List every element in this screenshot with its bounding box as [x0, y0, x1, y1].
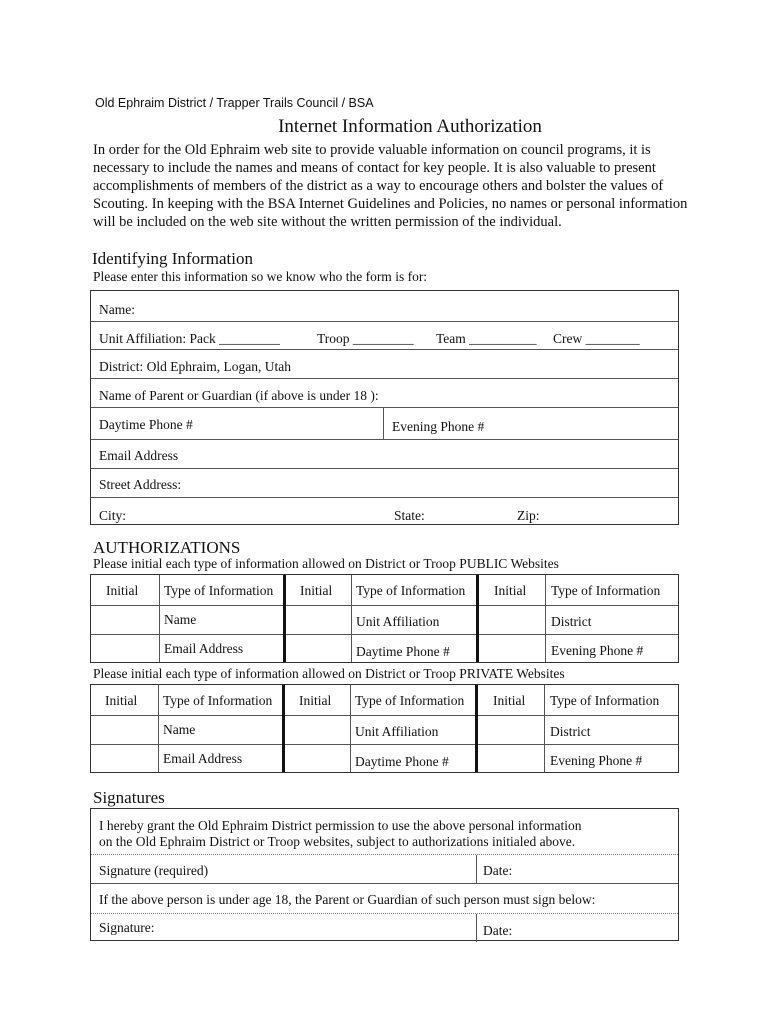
team-label: Team __________ [436, 331, 537, 346]
private-district-item: District [550, 724, 591, 739]
signatures-heading: Signatures [93, 788, 165, 807]
name-label: Name: [99, 302, 135, 317]
public-auth-table [90, 574, 679, 663]
identifying-heading: Identifying Information [92, 249, 253, 268]
form-title: Internet Information Authorization [278, 116, 542, 137]
date-label-1: Date: [483, 863, 513, 878]
private-initial-email[interactable] [92, 745, 157, 773]
intro-paragraph: In order for the Old Ephraim web site to provide valuable information on council programs, it is necessary to include the names and means of contact for key people. It is also valuable to present accomplishments of members of the district as a way to encourage others and bolster the values of Scouting. In keeping with the BSA Internet Guidelines and Policies, no names or personal information will be included on the web site without the written permission of the individual. [93, 142, 688, 230]
email-label: Email Address [99, 448, 179, 463]
public-district-item: District [551, 614, 592, 629]
public-initial-email[interactable] [92, 635, 158, 663]
private-initial-name[interactable] [92, 716, 157, 744]
parent-signature-label: Signature: [99, 920, 155, 935]
public-email-item: Email Address [164, 641, 244, 656]
crew-label: Crew ________ [553, 331, 640, 346]
email-row[interactable] [91, 439, 678, 468]
identifying-table [90, 290, 679, 525]
street-label: Street Address: [99, 477, 182, 492]
private-row-2 [91, 744, 678, 774]
public-row-2 [91, 634, 678, 664]
public-initial-header-3: Initial [494, 583, 527, 598]
private-initial-daytime[interactable] [285, 745, 349, 773]
minor-note-row [91, 883, 678, 913]
phone-row[interactable] [91, 407, 678, 439]
signature-row-2 [91, 913, 678, 942]
troop-label: Troop _________ [317, 331, 414, 346]
grant-line-2: on the Old Ephraim District or Troop websites, subject to authorizations initialed above. [99, 834, 576, 849]
private-initial-unit[interactable] [285, 716, 349, 744]
district-label: District: Old Ephraim, Logan, Utah [99, 359, 291, 374]
city-label: City: [99, 508, 127, 523]
public-initial-header-2: Initial [300, 583, 333, 598]
council-header: Old Ephraim District / Trapper Trails Council / BSA [95, 96, 374, 110]
unit-affiliation-label: Unit Affiliation: Pack _________ [99, 331, 280, 346]
private-evening-item: Evening Phone # [550, 753, 643, 768]
public-initial-evening[interactable] [479, 635, 544, 663]
public-daytime-item: Daytime Phone # [356, 644, 450, 659]
public-type-header-2: Type of Information [356, 583, 466, 598]
city-row[interactable] [91, 497, 678, 526]
public-initial-district[interactable] [479, 606, 544, 634]
public-type-header-1: Type of Information [164, 583, 274, 598]
private-initial-district[interactable] [478, 716, 543, 744]
private-initial-header-3: Initial [493, 693, 526, 708]
name-row[interactable] [91, 291, 678, 321]
private-daytime-item: Daytime Phone # [355, 754, 449, 769]
evening-phone-label: Evening Phone # [392, 419, 485, 434]
authorizations-heading: AUTHORIZATIONS [93, 538, 241, 557]
public-instruction: Please initial each type of information allowed on District or Troop PUBLIC Websites [93, 556, 559, 571]
public-type-header-3: Type of Information [551, 583, 661, 598]
identifying-instruction: Please enter this information so we know who the form is for: [93, 269, 428, 284]
public-initial-header-1: Initial [106, 583, 139, 598]
private-initial-header-2: Initial [299, 693, 332, 708]
private-type-header-2: Type of Information [355, 693, 465, 708]
unit-row[interactable] [91, 321, 678, 349]
public-initial-daytime[interactable] [286, 635, 350, 663]
grant-statement [99, 818, 669, 850]
signatures-table [90, 808, 679, 941]
signature-required-label: Signature (required) [99, 863, 209, 878]
street-row[interactable] [91, 468, 678, 497]
zip-label: Zip: [517, 508, 540, 523]
public-evening-item: Evening Phone # [551, 643, 644, 658]
private-type-header-1: Type of Information [163, 693, 273, 708]
private-auth-table [90, 684, 679, 773]
public-header-row [91, 575, 678, 605]
parent-label: Name of Parent or Guardian (if above is under 18 ): [99, 388, 379, 403]
minor-note: If the above person is under age 18, the Parent or Guardian of such person must sign below: [99, 892, 596, 907]
private-initial-header-1: Initial [105, 693, 138, 708]
private-type-header-3: Type of Information [550, 693, 660, 708]
private-initial-evening[interactable] [478, 745, 543, 773]
private-header-row [91, 685, 678, 715]
public-name-item: Name [164, 612, 197, 627]
public-unit-item: Unit Affiliation [356, 614, 440, 629]
state-label: State: [394, 508, 425, 523]
signature-row-1 [91, 854, 678, 883]
private-row-1 [91, 715, 678, 744]
private-instruction: Please initial each type of information allowed on District or Troop PRIVATE Websites [93, 666, 565, 681]
private-email-item: Email Address [163, 751, 243, 766]
grant-line-1: I hereby grant the Old Ephraim District permission to use the above personal information [99, 818, 582, 833]
public-initial-unit[interactable] [286, 606, 350, 634]
district-row [91, 349, 678, 378]
private-name-item: Name [163, 722, 196, 737]
private-unit-item: Unit Affiliation [355, 724, 439, 739]
daytime-phone-label: Daytime Phone # [99, 417, 193, 432]
public-initial-name[interactable] [92, 606, 158, 634]
public-row-1 [91, 605, 678, 634]
date-label-2: Date: [483, 923, 513, 938]
parent-row[interactable] [91, 378, 678, 407]
